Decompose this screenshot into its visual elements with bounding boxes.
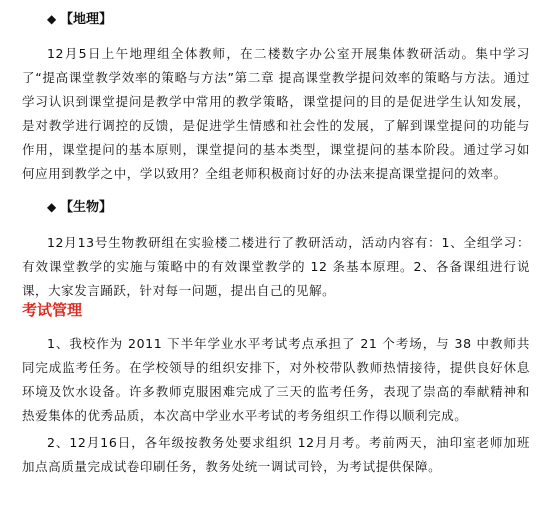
exam-paragraph-2: 2、12月16日，各年级按教务处要求组织 12月月考。考前两天，油印室老师加班加点高质量完成试卷印刷任务，教务处统一调试司铃，为考试提供保障。 xyxy=(22,435,530,474)
biology-heading xyxy=(47,199,112,216)
exam-management-title: 考试管理 xyxy=(22,301,83,319)
geography-heading xyxy=(47,11,112,28)
diamond-bullet-icon: ◆ xyxy=(47,12,57,26)
biology-heading-label: 【生物】 xyxy=(60,200,113,215)
exam-paragraph-1: 1、我校作为 2011 下半年学业水平考试考点承担了 21 个考场，与 38 中教师共同完成监考任务。在学校领导的组织安排下，对外校带队教师热情接待，提供良好休息环境及饮水设备。许多教师克服困难完成了三天的监考任务，表现了崇高的奉献精神和热爱集体的优秀品质，本次高中学业水平考试的考务组织工作得以顺利完成。 xyxy=(22,336,530,423)
biology-paragraph: 12月13号生物教研组在实验楼二楼进行了教研活动，活动内容有：1、全组学习：有效课堂教学的实施与策略中的有效课堂教学的 12 条基本原理。2、各备课组进行说课，大家发言踊跃，针对每一问题，提出自己的见解。 xyxy=(22,235,530,298)
geography-heading-label: 【地理】 xyxy=(60,12,113,27)
diamond-bullet-icon: ◆ xyxy=(47,200,57,214)
geography-paragraph: 12月5日上午地理组全体教师，在二楼数字办公室开展集体教研活动。集中学习了“提高课堂教学效率的策略与方法”第二章 提高课堂教学提问效率的策略与方法。通过学习认识到课堂提问是教学中常用的教学策略，课堂提问的目的是促进学生认知发展，是对教学进行调控的反馈，是促进学生情感和社会性的发展，了解到课堂提问的功能与作用，课堂提问的基本原则，课堂提问的基本类型，课堂提问的基本阶段。通过学习如何应用到教学之中，学以致用？全组老师积极商讨好的办法来提高课堂提问的效率。 xyxy=(22,46,530,181)
